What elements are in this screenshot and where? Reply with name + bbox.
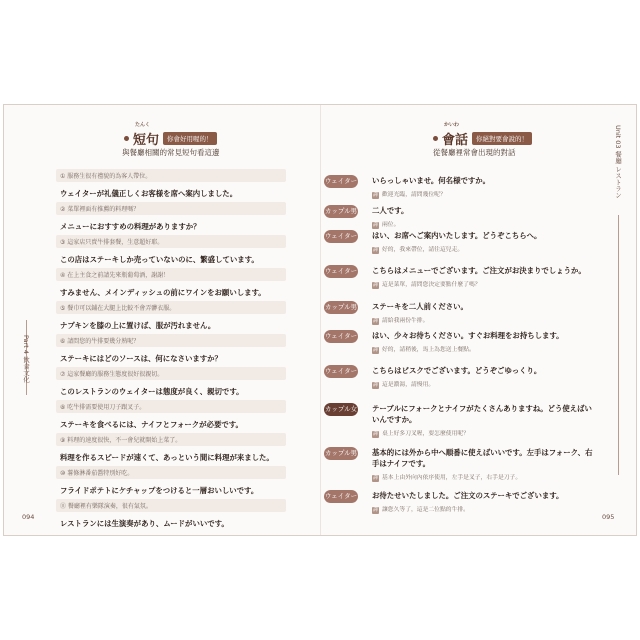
phrase-item [56, 169, 286, 199]
dialogue-japanese: お待たせいたしました。ご注文のステーキでございます。 [372, 491, 564, 500]
phrase-japanese: フライドポテトにケチャップをつけると一層おいしいです。 [60, 486, 259, 495]
phrase-japanese: ナプキンを膝の上に置けば、服が汚れません。 [60, 321, 216, 330]
dialogue-chinese-text: 兩位。 [382, 222, 400, 228]
left-header-title: たんく 短句 [133, 122, 160, 148]
translation-icon: 譯 [372, 475, 378, 481]
dialogue-line [324, 175, 594, 199]
dialogue-chinese-text: 桌上好多刀叉喔，要怎麼使用呢？ [382, 431, 469, 437]
left-header-badge: 你會好用喔的！ [163, 132, 217, 145]
dialogue-chinese [372, 219, 594, 229]
dialogue-chinese [372, 189, 594, 199]
phrase-chinese: ⑧ 吃牛排需要使用刀子跟叉子。 [56, 400, 286, 413]
dialogue-chinese-text: 這是菜單，請問您決定要點什麼了嗎？ [382, 282, 481, 288]
side-rule [618, 215, 619, 475]
speaker-tag: ウェイター [324, 365, 358, 378]
phrase-japanese: この店はステーキしか売っていないのに、繁盛しています。 [60, 255, 259, 264]
dialogue-line [324, 365, 594, 389]
translation-icon: 譯 [372, 382, 378, 388]
phrase-japanese: レストランには生演奏があり、ムードがいいです。 [60, 519, 229, 528]
right-header-badge: 你絕對要會說的！ [472, 132, 532, 145]
phrase-chinese: ⑦ 這家餐廳的服務生態度很好很親切。 [56, 367, 286, 380]
translation-icon: 譯 [372, 318, 378, 324]
dialogue-line [324, 447, 594, 482]
speaker-tag: ウェイター [324, 265, 358, 278]
left-header [124, 122, 217, 148]
speaker-tag: ウェイター [324, 175, 358, 188]
bullet-icon [433, 136, 438, 141]
phrase-japanese: ステーキを食べるには、ナイフとフォークが必要です。 [60, 420, 243, 429]
phrase-japanese: メニューにおすすめの料理がありますか？ [60, 222, 201, 231]
phrase-chinese: ⑥ 請問您的牛排要幾分熟呢？ [56, 334, 286, 347]
phrase-item [56, 499, 286, 529]
phrase-japanese: すみません、メインディッシュの前にワインをお願いします。 [60, 288, 266, 297]
right-side-label: Unit 03 餐廳 レストラン [614, 125, 622, 199]
translation-icon: 譯 [372, 282, 378, 288]
dialogue-chinese [372, 428, 594, 438]
right-page-number: 095 [602, 513, 615, 521]
dialogue-chinese [372, 472, 594, 482]
phrase-item [56, 268, 286, 298]
dialogue-chinese-text: 請給我兩份牛排。 [382, 318, 429, 324]
phrase-japanese: ウェイターが礼儀正しくお客様を席へ案内しました。 [60, 189, 238, 198]
phrase-chinese: ② 菜單裡面有推薦的料理嗎？ [56, 202, 286, 215]
right-header [433, 122, 532, 148]
dialogue-chinese-text: 好的，請稍後，馬上為您送上餐點。 [382, 347, 475, 353]
phrase-item [56, 202, 286, 232]
left-side-label: Part 4 飲食文化 [22, 335, 30, 383]
dialogue-line [324, 301, 594, 325]
dialogue-chinese [372, 279, 594, 289]
phrase-japanese: 料理を作るスピードが速くて、あっという間に料理が来ました。 [60, 453, 274, 462]
dialogue-chinese-text: 歡迎光臨，請問幾位呢？ [382, 192, 446, 198]
phrase-japanese: ステーキにはどのソースは、何になさいますか？ [60, 354, 222, 363]
right-header-ruby: かいわ [444, 122, 460, 128]
dialogue-japanese: ステーキを二人前ください。 [372, 302, 468, 311]
phrase-chinese: ⑪ 餐廳裡有樂隊演奏，很有氣氛。 [56, 499, 286, 512]
speaker-tag: カップル男 [324, 205, 358, 218]
dialogue-japanese: 基本的には外から中へ順番に使えばいいです。左手はフォーク、右手はナイフです。 [372, 448, 593, 468]
dialogue-japanese: テーブルにフォークとナイフがたくさんありますね。どう使えばいいんですか。 [372, 404, 592, 424]
dialogue-chinese-text: 這是濃湯，請慢用。 [382, 382, 435, 388]
phrase-item [56, 433, 286, 463]
translation-icon: 譯 [372, 247, 378, 253]
dialogue-chinese [372, 344, 594, 354]
speaker-tag: ウェイター [324, 230, 358, 243]
left-page [4, 105, 320, 535]
right-page [320, 105, 636, 535]
translation-icon: 譯 [372, 347, 378, 353]
dialogue-chinese-text: 好的，我來帶位，請往這兒走。 [382, 247, 464, 253]
dialogue-japanese: はい、お席へご案内いたします。どうぞこちらへ。 [372, 231, 542, 240]
dialogue-line [324, 403, 594, 438]
dialogue-line [324, 265, 594, 289]
dialogue-chinese [372, 244, 594, 254]
phrase-item [56, 235, 286, 265]
dialogue-chinese [372, 504, 594, 514]
dialogue-japanese: 二人です。 [372, 206, 409, 215]
dialogue-chinese-text: 基本上由外向內依序使用，左手是叉子，右手是刀子。 [382, 475, 522, 481]
phrase-item [56, 301, 286, 331]
phrase-item [56, 367, 286, 397]
phrase-item [56, 334, 286, 364]
dialogue-chinese [372, 379, 594, 389]
translation-icon: 譯 [372, 507, 378, 513]
dialogue-japanese: こちらはメニューでございます。ご注文がお決まりでしょうか。 [372, 266, 586, 275]
left-header-ruby: たんく [135, 122, 151, 128]
book-spread [3, 104, 637, 536]
dialogue-japanese: いらっしゃいませ。何名様ですか。 [372, 176, 491, 185]
translation-icon: 譯 [372, 222, 378, 228]
phrase-chinese: ④ 在上主食之前請先來瓶葡萄酒，謝謝！ [56, 268, 286, 281]
right-header-title: かいわ 會話 [442, 122, 469, 148]
phrase-item [56, 466, 286, 496]
speaker-tag: カップル男 [324, 301, 358, 314]
right-header-subtitle: 從餐廳裡常會出現的對話 [433, 148, 516, 157]
phrase-chinese: ③ 這家店只賣牛排套餐，生意超好耶。 [56, 235, 286, 248]
phrase-chinese: ⑤ 餐巾可以鋪在大腿上比較不會弄髒衣服。 [56, 301, 286, 314]
dialogue-line [324, 330, 594, 354]
speaker-tag: ウェイター [324, 330, 358, 343]
left-header-subtitle: 與餐廳相關的常見短句看這邊 [122, 148, 220, 157]
speaker-tag: カップル男 [324, 447, 358, 460]
left-page-number: 094 [22, 513, 35, 521]
translation-icon: 譯 [372, 192, 378, 198]
phrase-chinese: ⑨ 料理的速度很快，不一會兒就開始上菜了。 [56, 433, 286, 446]
dialogue-line [324, 230, 594, 254]
dialogue-line [324, 490, 594, 514]
translation-icon: 譯 [372, 431, 378, 437]
dialogue-chinese [372, 315, 594, 325]
phrase-chinese: ① 服務生很有禮貌的為客人帶位。 [56, 169, 286, 182]
speaker-tag: ウェイター [324, 490, 358, 503]
phrase-japanese: このレストランのウェイターは態度が良く、親切です。 [60, 387, 244, 396]
dialogue-japanese: こちらはビスクでございます。どうぞごゆっくり。 [372, 366, 542, 375]
phrase-chinese: ⑩ 薯條淋番茄醬特別好吃。 [56, 466, 286, 479]
speaker-tag: カップル女 [324, 403, 358, 416]
dialogue-japanese: はい、少々お待ちください。すぐお料理をお持ちします。 [372, 331, 564, 340]
dialogue-chinese-text: 讓您久等了，這是二位點的牛排。 [382, 507, 469, 513]
dialogue-line [324, 205, 594, 229]
bullet-icon [124, 136, 129, 141]
phrase-item [56, 400, 286, 430]
